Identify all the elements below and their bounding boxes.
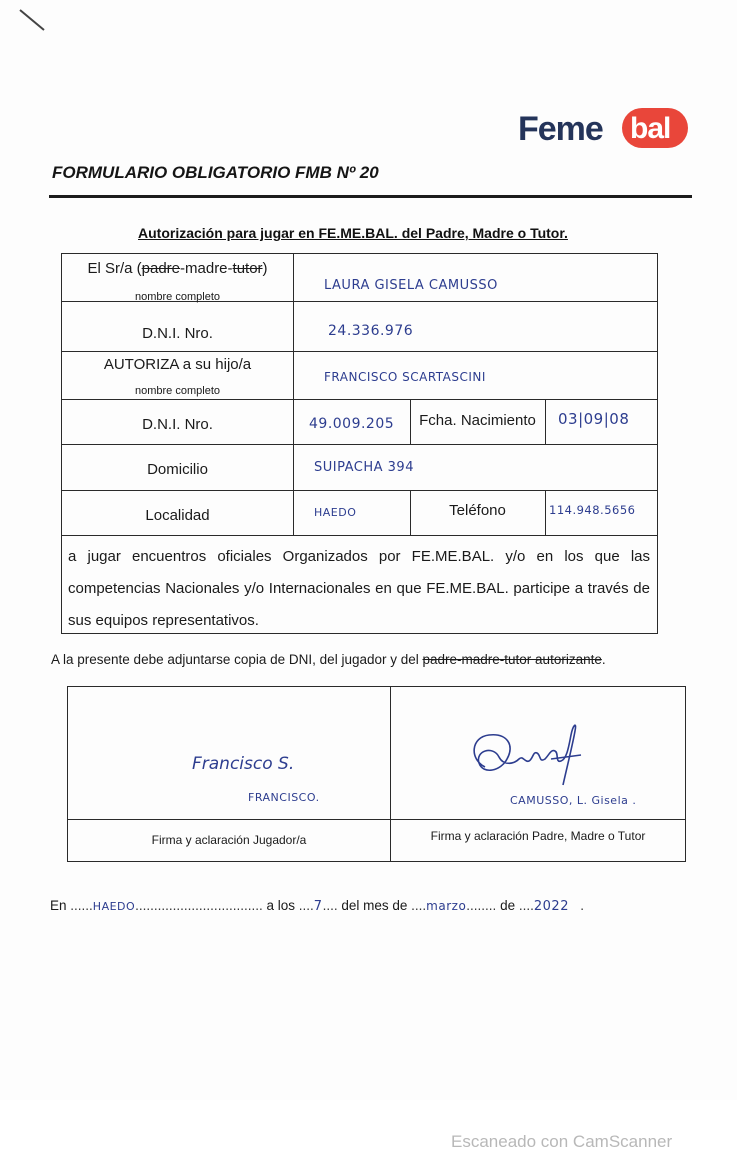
year-value[interactable]: 2022 (533, 899, 569, 914)
parent-signature-caption: Firma y aclaración Padre, Madre o Tutor (430, 829, 646, 843)
signature-box (67, 686, 686, 862)
player-clarification: FRANCISCO. (248, 791, 320, 804)
row-divider (68, 819, 685, 820)
child-dni-value[interactable]: 49.009.205 (309, 416, 395, 432)
attachment-note: A la presente debe adjuntarse copia de DNI, del jugador y del padre-madre-tutor autorizante. (51, 652, 606, 667)
player-signature-caption: Firma y aclaración Jugador/a (151, 833, 307, 847)
form-subtitle: Autorización para jugar en FE.ME.BAL. del Padre, Madre o Tutor. (138, 225, 568, 241)
phone-value[interactable]: 114.948.5656 (549, 503, 636, 517)
birthdate-label: Fcha. Nacimiento (419, 412, 536, 429)
phone-label: Teléfono (449, 502, 506, 519)
column-divider (545, 399, 546, 444)
city-label: Localidad (145, 507, 210, 524)
address-label: Domicilio (147, 461, 208, 478)
camscanner-watermark: Escaneado con CamScanner (451, 1132, 673, 1151)
form-title: FORMULARIO OBLIGATORIO FMB Nº 20 (52, 163, 379, 182)
child-name-value[interactable]: FRANCISCO SCARTASCINI (324, 370, 486, 384)
row-divider (62, 351, 657, 352)
row-divider (62, 444, 657, 445)
place-date-line: En ......HAEDO.................................. a los ....7.... del mes de ....marzo........ de ....2022 . (50, 898, 585, 914)
day-value[interactable]: 7 (313, 899, 323, 914)
child-dni-label: D.N.I. Nro. (142, 416, 213, 433)
address-value[interactable]: SUIPACHA 394 (314, 460, 414, 475)
place-value[interactable]: HAEDO (92, 900, 136, 913)
column-divider (545, 490, 546, 535)
parent-dni-value[interactable]: 24.336.976 (328, 323, 414, 339)
title-divider (49, 195, 692, 198)
parent-label: El Sr/a (padre-madre-tutor) (87, 260, 268, 277)
parent-dni-label: D.N.I. Nro. (142, 325, 213, 342)
authorizes-label: AUTORIZA a su hijo/a (103, 356, 252, 373)
birthdate-value[interactable]: 03|09|08 (558, 410, 630, 428)
row-divider (62, 535, 657, 536)
full-name-hint: nombre completo (135, 385, 220, 397)
column-divider (293, 254, 294, 535)
city-value[interactable]: HAEDO (314, 506, 357, 519)
pen-mark-icon (18, 6, 48, 32)
parent-signature-icon (463, 715, 583, 795)
month-value[interactable]: marzo (426, 899, 467, 913)
parent-name-value[interactable]: LAURA GISELA CAMUSSO (324, 278, 498, 293)
logo-text-suffix: bal (630, 112, 671, 145)
player-signature: Francisco S. (192, 754, 295, 774)
authorization-text: a jugar encuentros oficiales Organizados por FE.ME.BAL. y/o en los que las competencias Nacionales y/o Internacionales en que FE.ME.BAL. participe a través de sus equipos representativos. (68, 548, 650, 629)
parent-clarification: CAMUSSO, L. Gisela . (510, 794, 637, 807)
row-divider (62, 490, 657, 491)
row-divider (62, 399, 657, 400)
logo-text-prefix: Feme (518, 110, 603, 148)
full-name-hint: nombre completo (135, 291, 220, 303)
